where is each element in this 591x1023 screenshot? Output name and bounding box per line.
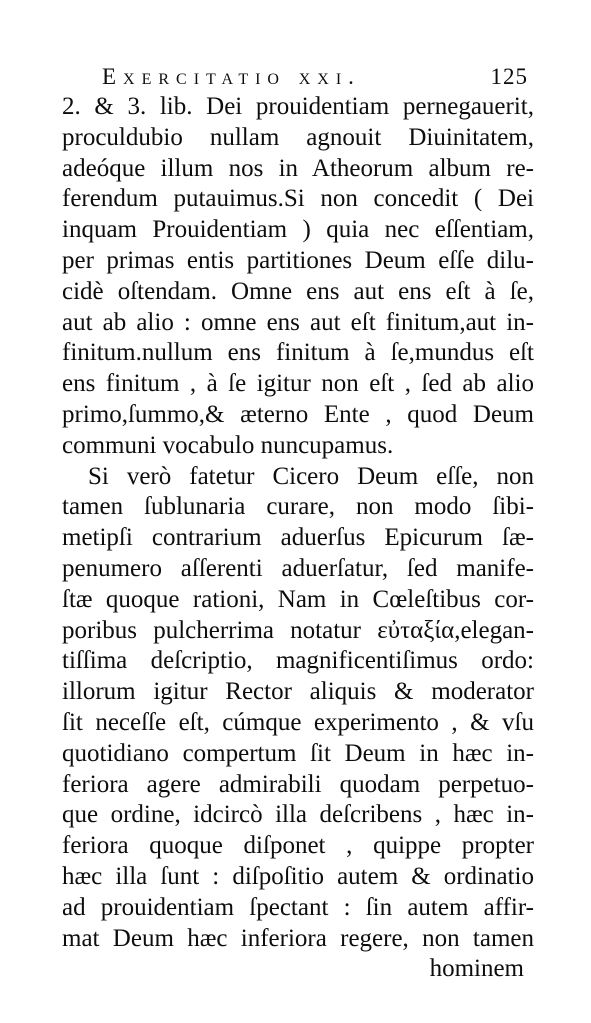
paragraph-start-line: Si verò fatetur Cicero Deum eſſe, non [88,462,534,490]
text-line: ens finitum , à ſe igitur non eſt , ſed ab alio [62,370,534,398]
catchword: hominem [429,955,524,983]
body-text [62,92,534,985]
running-title: Exercitatio xxi. [102,64,361,89]
text-line: ad prouidentiam ſpectant : ſin autem affir- [62,893,534,921]
text-line: illorum igitur Rector aliquis & moderator [62,678,534,706]
text-line: feriora quoque diſponet , quippe propter [62,832,534,860]
page-number: 125 [490,64,528,89]
text-line: tiſſima deſcriptio, magnificentiſimus ordo: [62,647,534,675]
text-line: ſtæ quoque rationi, Nam in Cœleſtibus cor- [62,585,534,613]
book-page [62,58,534,985]
text-line: cidè oſtendam. Omne ens aut ens eſt à ſe, [62,277,534,305]
text-line: ſit neceſſe eſt, cúmque experimento , & vſu [62,708,534,736]
text-line: metipſi contrarium aduerſus Epicurum ſæ- [62,524,534,552]
text-line: feriora agere admirabili quodam perpetuo- [62,770,534,798]
text-line: 2. & 3. lib. Dei prouidentiam pernegauerit, [62,93,534,120]
text-line: penumero aſſerenti aduerſatur, ſed manife- [62,554,534,582]
text-line: proculdubio nullam agnouit Diuinitatem, [62,123,534,151]
text-line: tamen ſublunaria curare, non modo ſibi- [62,493,534,521]
text-line: quotidiano compertum ſit Deum in hæc in- [62,739,534,767]
text-line: per primas entis partitiones Deum eſſe dilu- [62,246,534,274]
text-line: primo,ſummo,& æterno Ente , quod Deum [62,400,534,428]
paragraph-end-line: communi vocabulo nuncupamus. [62,431,394,459]
text-line: poribus pulcherrima notatur εὐταξία,elegan- [62,616,534,644]
page-header [62,58,534,92]
text-line: que ordine, idcircò illa deſcribens , hæc in- [62,801,534,829]
text-line: finitum.nullum ens finitum à ſe,mundus eſt [62,339,534,367]
text-line: inquam Prouidentiam ) quia nec eſſentiam, [62,216,534,244]
text-line: mat Deum hæc inferiora regere, non tamen [62,924,534,952]
text-line: aut ab alio : omne ens aut eſt finitum,aut in- [62,308,534,336]
text-line: adeóque illum nos in Atheorum album re- [62,154,534,182]
text-line: hæc illa ſunt : diſpoſitio autem & ordinatio [62,862,534,890]
text-line: ferendum putauimus.Si non concedit ( Dei [62,185,534,213]
